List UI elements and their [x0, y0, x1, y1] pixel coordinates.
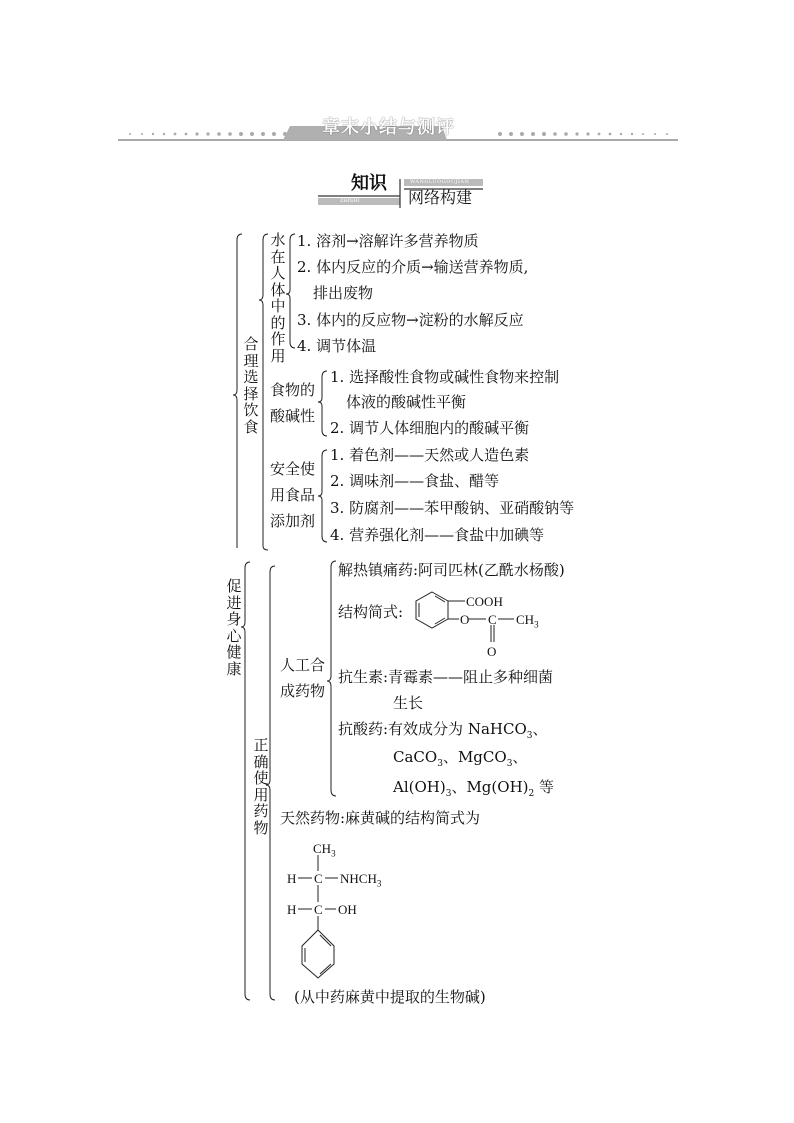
- diet-label: 合理选择饮食: [243, 335, 259, 436]
- structure-label: 结构简式:: [338, 603, 404, 621]
- acidbase-label-2: 酸碱性: [270, 407, 316, 425]
- section-pinyin-right: WANGLUOGOUJIAN: [410, 179, 470, 185]
- acidbase-item-1-cont: 体液的酸碱性平衡: [346, 393, 467, 411]
- chapter-title: 章末小结与测评: [322, 117, 455, 138]
- additives-item-3: 3. 防腐剂——苯甲酸钠、亚硝酸钠等: [330, 499, 575, 517]
- water-item-2-cont: 排出废物: [313, 284, 374, 302]
- medicine-label: 正确使用药物: [253, 736, 269, 837]
- water-item-4: 4. 调节体温: [297, 337, 377, 355]
- section-pinyin-left: ZHISHI: [340, 198, 360, 204]
- acidbase-item-1: 1. 选择酸性食物或碱性食物来控制: [330, 368, 560, 386]
- ephedrine-nhch3: $NHCH_3$: [340, 871, 382, 889]
- antacid-line-3: $Al(OH)_3$、$Mg(OH)_2$ 等: [393, 778, 555, 799]
- antibiotic-cont: 生长: [393, 694, 424, 712]
- acidbase-item-2: 2. 调节人体细胞内的酸碱平衡: [330, 419, 530, 437]
- ephedrine-c2: C: [314, 902, 323, 917]
- aspirin-cooh: COOH: [466, 594, 503, 609]
- water-item-3: 3. 体内的反应物→淀粉的水解反应: [297, 311, 524, 329]
- additives-label-1: 安全使: [270, 460, 316, 478]
- synthetic-label-2: 成药物: [280, 682, 326, 700]
- section-title-left: 知识: [351, 173, 387, 194]
- acidbase-label-1: 食物的: [270, 381, 316, 399]
- antacid-line-2: CaCO$_3$、MgCO$_3$、: [393, 748, 528, 769]
- additives-item-1: 1. 着色剂——天然或人造色素: [330, 446, 530, 464]
- ephedrine-oh: OH: [338, 902, 357, 917]
- aspirin-c: C: [488, 612, 497, 627]
- water-label: 水在人体中的作用: [270, 231, 286, 365]
- additives-label-2: 用食品: [270, 486, 316, 504]
- water-item-1: 1. 溶剂→溶解许多营养物质: [297, 232, 479, 250]
- ephedrine-caption: (从中药麻黄中提取的生物碱): [294, 988, 486, 1006]
- antibiotic-text: 抗生素:青霉素——阻止多种细菌: [338, 668, 554, 686]
- water-item-2: 2. 体内反应的介质→输送营养物质,: [297, 258, 529, 276]
- aspirin-o: O: [460, 612, 470, 627]
- additives-item-4: 4. 营养强化剂——食盐中加碘等: [330, 526, 545, 544]
- additives-item-2: 2. 调味剂——食盐、醋等: [330, 472, 500, 490]
- aspirin-text: 解热镇痛药:阿司匹林(乙酰水杨酸): [338, 561, 565, 579]
- aspirin-ch3: $CH_3$: [516, 612, 539, 630]
- antacid-text: 抗酸药:有效成分为 NaHCO$_3$、: [338, 720, 548, 741]
- ephedrine-h2: H: [287, 902, 297, 917]
- aspirin-o2: O: [487, 644, 497, 659]
- health-label: 促进身心健康: [226, 577, 242, 678]
- ephedrine-c1: C: [314, 871, 323, 886]
- section-title-right: 网络构建: [408, 188, 473, 207]
- additives-label-3: 添加剂: [270, 512, 316, 530]
- ephedrine-ch3: $CH_3$: [313, 841, 336, 859]
- natural-medicine-text: 天然药物:麻黄碱的结构简式为: [280, 809, 481, 827]
- synthetic-label-1: 人工合: [280, 656, 326, 674]
- ephedrine-h1: H: [287, 871, 297, 886]
